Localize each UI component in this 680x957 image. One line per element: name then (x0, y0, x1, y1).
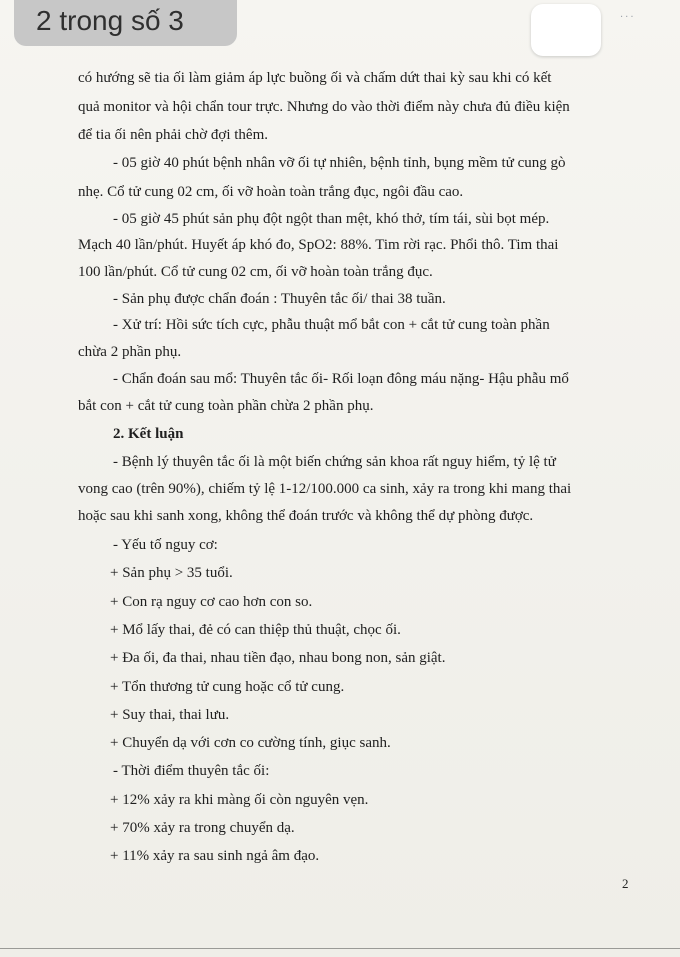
page-edge-divider (0, 948, 680, 949)
list-item: - Yếu tố nguy cơ: (113, 537, 218, 553)
body-line: - Sản phụ được chẩn đoán : Thuyên tắc ối/ thai 38 tuần. (113, 291, 446, 307)
list-item: + 12% xảy ra khi màng ối còn nguyên vẹn. (110, 792, 369, 808)
viewer-corner-button[interactable] (531, 4, 601, 56)
body-line: chừa 2 phần phụ. (78, 344, 182, 360)
body-line: - Chẩn đoán sau mổ: Thuyên tắc ối- Rối loạn đông máu nặng- Hậu phẫu mổ (113, 371, 569, 387)
body-line: hoặc sau khi sanh xong, không thể đoán trước và không thể dự phòng được. (78, 508, 534, 524)
body-line: - 05 giờ 45 phút sản phụ đột ngột than mệt, khó thở, tím tái, sùi bọt mép. (113, 211, 550, 227)
body-line: - Bệnh lý thuyên tắc ối là một biến chứng sản khoa rất nguy hiểm, tỷ lệ tử (113, 454, 556, 470)
page-indicator: 2 trong số 3 (14, 0, 237, 46)
body-line: - Xử trí: Hồi sức tích cực, phẫu thuật mổ bắt con + cắt tử cung toàn phần (113, 317, 550, 333)
body-line: để tia ối nên phải chờ đợi thêm. (78, 127, 268, 143)
body-line: bắt con + cắt tử cung toàn phần chừa 2 phần phụ. (78, 398, 374, 414)
list-item: + Con rạ nguy cơ cao hơn con so. (110, 594, 313, 610)
body-line: - 05 giờ 40 phút bệnh nhân vỡ ối tự nhiên, bệnh tỉnh, bụng mềm tử cung gò (113, 155, 566, 171)
section-heading: 2. Kết luận (113, 426, 184, 442)
list-item: + Tổn thương tử cung hoặc cổ tử cung. (110, 679, 345, 695)
body-line: có hướng sẽ tia ối làm giảm áp lực buồng ối và chấm dứt thai kỳ sau khi có kết (78, 70, 552, 86)
list-item: + 11% xảy ra sau sinh ngả âm đạo. (110, 848, 320, 864)
list-item: - Thời điểm thuyên tắc ối: (113, 763, 270, 779)
body-line: nhẹ. Cổ tử cung 02 cm, ối vỡ hoàn toàn trắng đục, ngôi đầu cao. (78, 184, 464, 200)
more-dots-icon: ··· (620, 12, 636, 23)
body-line: vong cao (trên 90%), chiếm tỷ lệ 1-12/100.000 ca sinh, xảy ra trong khi mang thai (78, 481, 572, 497)
body-line: quả monitor và hội chẩn tour trực. Nhưng do vào thời điểm này chưa đủ điều kiện (78, 99, 570, 115)
list-item: + Chuyển dạ với cơn co cường tính, giục sanh. (110, 735, 391, 751)
list-item: + Sản phụ > 35 tuổi. (110, 565, 233, 581)
list-item: + Suy thai, thai lưu. (110, 707, 230, 723)
body-line: 100 lần/phút. Cổ tử cung 02 cm, ối vỡ hoàn toàn trắng đục. (78, 264, 433, 280)
list-item: + Đa ối, đa thai, nhau tiền đạo, nhau bong non, sản giật. (110, 650, 446, 666)
body-line: Mạch 40 lần/phút. Huyết áp khó đo, SpO2: 88%. Tim rời rạc. Phổi thô. Tim thai (78, 237, 559, 253)
page-number: 2 (622, 876, 629, 891)
list-item: + 70% xảy ra trong chuyển dạ. (110, 820, 295, 836)
list-item: + Mổ lấy thai, đẻ có can thiệp thủ thuật, chọc ối. (110, 622, 401, 638)
